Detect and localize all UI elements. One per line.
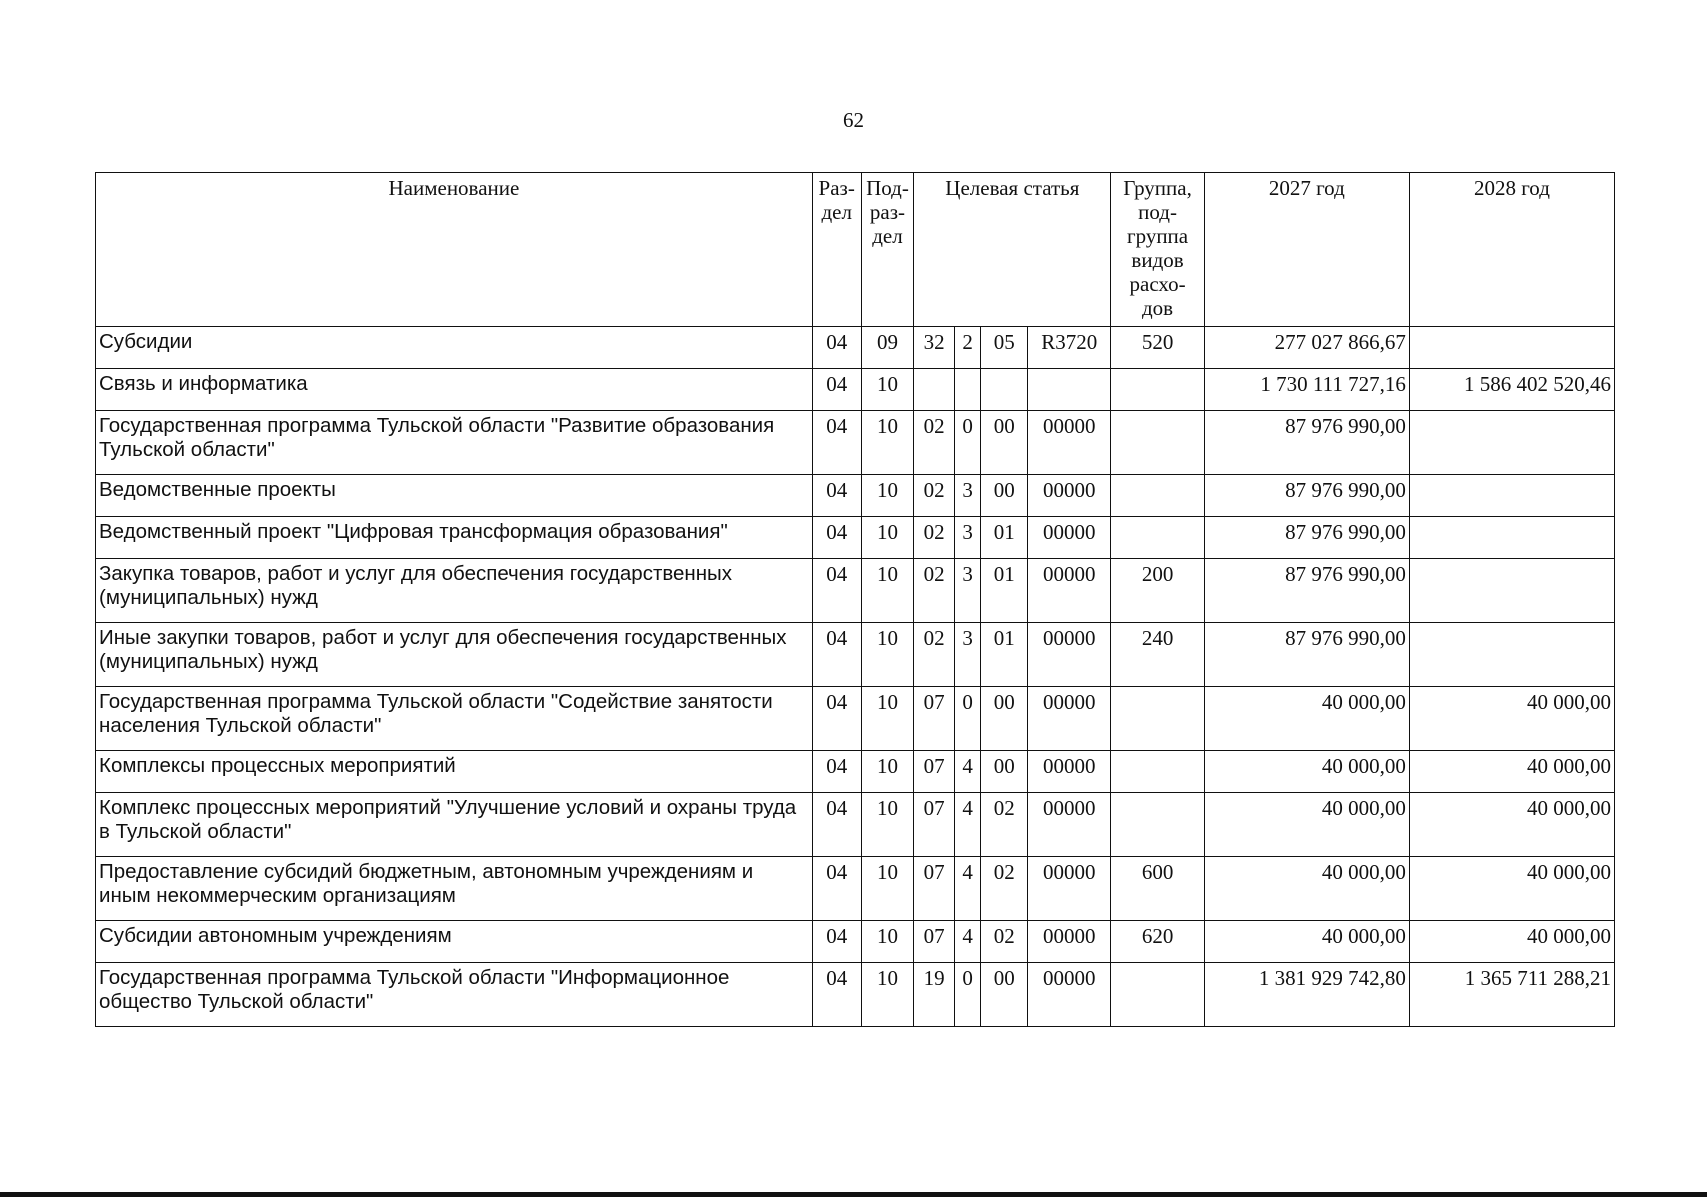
row-name: Государственная программа Тульской области "Информационное общество Тульской области"	[96, 963, 813, 1027]
row-target-subprogram: 00	[981, 687, 1028, 751]
row-target-direction: R3720	[1028, 327, 1111, 369]
row-expense-group	[1111, 751, 1204, 793]
row-name: Связь и информатика	[96, 369, 813, 411]
row-amount-2027: 40 000,00	[1204, 751, 1409, 793]
table-row	[96, 751, 1615, 793]
row-razdel: 04	[812, 857, 861, 921]
row-podrazdel: 10	[861, 921, 914, 963]
row-amount-2027: 40 000,00	[1204, 793, 1409, 857]
row-target-subprogram: 02	[981, 921, 1028, 963]
row-expense-group	[1111, 369, 1204, 411]
row-razdel: 04	[812, 963, 861, 1027]
row-name: Комплекс процессных мероприятий "Улучшение условий и охраны труда в Тульской области"	[96, 793, 813, 857]
row-target-program: 02	[914, 411, 955, 475]
row-target-direction: 00000	[1028, 475, 1111, 517]
table-body	[96, 327, 1615, 1027]
budget-table	[95, 172, 1615, 1027]
row-target-direction	[1028, 369, 1111, 411]
row-target-type: 0	[954, 687, 980, 751]
row-amount-2027: 87 976 990,00	[1204, 517, 1409, 559]
row-amount-2027: 87 976 990,00	[1204, 623, 1409, 687]
row-expense-group: 200	[1111, 559, 1204, 623]
row-podrazdel: 10	[861, 857, 914, 921]
row-razdel: 04	[812, 751, 861, 793]
header-name: Наименование	[96, 173, 813, 327]
row-expense-group: 520	[1111, 327, 1204, 369]
row-target-type: 3	[954, 475, 980, 517]
row-target-program: 07	[914, 751, 955, 793]
row-podrazdel: 10	[861, 687, 914, 751]
row-razdel: 04	[812, 369, 861, 411]
row-expense-group	[1111, 793, 1204, 857]
row-name: Субсидии автономным учреждениям	[96, 921, 813, 963]
header-expense-group: Группа, под- группа видов расхо- дов	[1111, 173, 1204, 327]
row-amount-2028: 40 000,00	[1409, 687, 1614, 751]
row-name: Государственная программа Тульской области "Содействие занятости населения Тульской области"	[96, 687, 813, 751]
header-target-article: Целевая статья	[914, 173, 1111, 327]
row-razdel: 04	[812, 559, 861, 623]
table-row	[96, 411, 1615, 475]
row-razdel: 04	[812, 327, 861, 369]
row-podrazdel: 10	[861, 963, 914, 1027]
row-target-program: 07	[914, 793, 955, 857]
row-target-program: 07	[914, 857, 955, 921]
row-target-type: 4	[954, 921, 980, 963]
row-target-type: 4	[954, 751, 980, 793]
row-razdel: 04	[812, 475, 861, 517]
row-target-program: 07	[914, 687, 955, 751]
row-target-program: 32	[914, 327, 955, 369]
row-target-type: 4	[954, 857, 980, 921]
header-razdel: Раз- дел	[812, 173, 861, 327]
row-podrazdel: 10	[861, 793, 914, 857]
row-target-subprogram: 01	[981, 517, 1028, 559]
header-year-2028: 2028 год	[1409, 173, 1614, 327]
row-amount-2027: 87 976 990,00	[1204, 475, 1409, 517]
row-name: Ведомственные проекты	[96, 475, 813, 517]
row-target-direction: 00000	[1028, 411, 1111, 475]
row-target-program: 02	[914, 623, 955, 687]
table-row	[96, 369, 1615, 411]
row-podrazdel: 10	[861, 751, 914, 793]
row-amount-2028	[1409, 411, 1614, 475]
row-expense-group	[1111, 517, 1204, 559]
row-amount-2028	[1409, 327, 1614, 369]
row-target-direction: 00000	[1028, 963, 1111, 1027]
row-razdel: 04	[812, 411, 861, 475]
row-target-subprogram: 00	[981, 751, 1028, 793]
row-podrazdel: 10	[861, 411, 914, 475]
table-row	[96, 475, 1615, 517]
row-target-type: 0	[954, 963, 980, 1027]
row-expense-group	[1111, 963, 1204, 1027]
row-target-subprogram: 02	[981, 793, 1028, 857]
row-target-type	[954, 369, 980, 411]
row-target-direction: 00000	[1028, 751, 1111, 793]
row-podrazdel: 10	[861, 475, 914, 517]
row-podrazdel: 10	[861, 623, 914, 687]
row-target-type: 3	[954, 517, 980, 559]
table-row	[96, 327, 1615, 369]
row-target-program: 02	[914, 475, 955, 517]
row-target-direction: 00000	[1028, 793, 1111, 857]
row-name: Закупка товаров, работ и услуг для обеспечения государственных (муниципальных) нужд	[96, 559, 813, 623]
row-expense-group: 600	[1111, 857, 1204, 921]
row-amount-2027: 1 730 111 727,16	[1204, 369, 1409, 411]
row-target-subprogram: 01	[981, 623, 1028, 687]
row-name: Субсидии	[96, 327, 813, 369]
row-amount-2027: 1 381 929 742,80	[1204, 963, 1409, 1027]
row-target-direction: 00000	[1028, 921, 1111, 963]
row-amount-2028: 1 365 711 288,21	[1409, 963, 1614, 1027]
header-podrazdel: Под- раз- дел	[861, 173, 914, 327]
page-number: 62	[843, 108, 864, 132]
row-target-type: 2	[954, 327, 980, 369]
row-target-subprogram: 00	[981, 411, 1028, 475]
row-amount-2028: 40 000,00	[1409, 921, 1614, 963]
row-target-type: 0	[954, 411, 980, 475]
row-target-direction: 00000	[1028, 687, 1111, 751]
row-amount-2027: 87 976 990,00	[1204, 411, 1409, 475]
row-amount-2028	[1409, 623, 1614, 687]
row-target-type: 4	[954, 793, 980, 857]
row-expense-group: 240	[1111, 623, 1204, 687]
row-amount-2028: 40 000,00	[1409, 751, 1614, 793]
table-row	[96, 857, 1615, 921]
row-amount-2028: 1 586 402 520,46	[1409, 369, 1614, 411]
row-razdel: 04	[812, 517, 861, 559]
row-target-subprogram: 00	[981, 963, 1028, 1027]
row-target-subprogram: 00	[981, 475, 1028, 517]
row-target-subprogram: 01	[981, 559, 1028, 623]
row-podrazdel: 10	[861, 369, 914, 411]
row-amount-2028	[1409, 475, 1614, 517]
row-target-type: 3	[954, 559, 980, 623]
row-target-direction: 00000	[1028, 857, 1111, 921]
row-target-program	[914, 369, 955, 411]
table-row	[96, 921, 1615, 963]
table-header-row	[96, 173, 1615, 327]
row-razdel: 04	[812, 623, 861, 687]
row-target-direction: 00000	[1028, 517, 1111, 559]
row-razdel: 04	[812, 687, 861, 751]
row-target-type: 3	[954, 623, 980, 687]
row-amount-2028: 40 000,00	[1409, 857, 1614, 921]
row-name: Предоставление субсидий бюджетным, автономным учреждениям и иным некоммерческим организациям	[96, 857, 813, 921]
row-target-program: 02	[914, 517, 955, 559]
row-podrazdel: 09	[861, 327, 914, 369]
row-target-subprogram: 05	[981, 327, 1028, 369]
row-name: Иные закупки товаров, работ и услуг для обеспечения государственных (муниципальных) нужд	[96, 623, 813, 687]
row-target-program: 02	[914, 559, 955, 623]
row-amount-2027: 277 027 866,67	[1204, 327, 1409, 369]
table-row	[96, 517, 1615, 559]
table-row	[96, 963, 1615, 1027]
row-amount-2028	[1409, 517, 1614, 559]
row-amount-2028	[1409, 559, 1614, 623]
row-name: Комплексы процессных мероприятий	[96, 751, 813, 793]
row-amount-2028: 40 000,00	[1409, 793, 1614, 857]
row-amount-2027: 87 976 990,00	[1204, 559, 1409, 623]
row-target-subprogram	[981, 369, 1028, 411]
row-amount-2027: 40 000,00	[1204, 687, 1409, 751]
row-expense-group	[1111, 475, 1204, 517]
row-amount-2027: 40 000,00	[1204, 921, 1409, 963]
row-target-subprogram: 02	[981, 857, 1028, 921]
header-year-2027: 2027 год	[1204, 173, 1409, 327]
row-name: Государственная программа Тульской области "Развитие образования Тульской области"	[96, 411, 813, 475]
row-podrazdel: 10	[861, 517, 914, 559]
row-amount-2027: 40 000,00	[1204, 857, 1409, 921]
bottom-scan-edge	[0, 1192, 1707, 1197]
row-expense-group: 620	[1111, 921, 1204, 963]
table-row	[96, 623, 1615, 687]
table-row	[96, 687, 1615, 751]
row-target-direction: 00000	[1028, 559, 1111, 623]
row-target-program: 07	[914, 921, 955, 963]
row-razdel: 04	[812, 793, 861, 857]
row-target-program: 19	[914, 963, 955, 1027]
row-razdel: 04	[812, 921, 861, 963]
row-podrazdel: 10	[861, 559, 914, 623]
table-row	[96, 793, 1615, 857]
row-expense-group	[1111, 411, 1204, 475]
row-name: Ведомственный проект "Цифровая трансформация образования"	[96, 517, 813, 559]
table-row	[96, 559, 1615, 623]
row-expense-group	[1111, 687, 1204, 751]
row-target-direction: 00000	[1028, 623, 1111, 687]
